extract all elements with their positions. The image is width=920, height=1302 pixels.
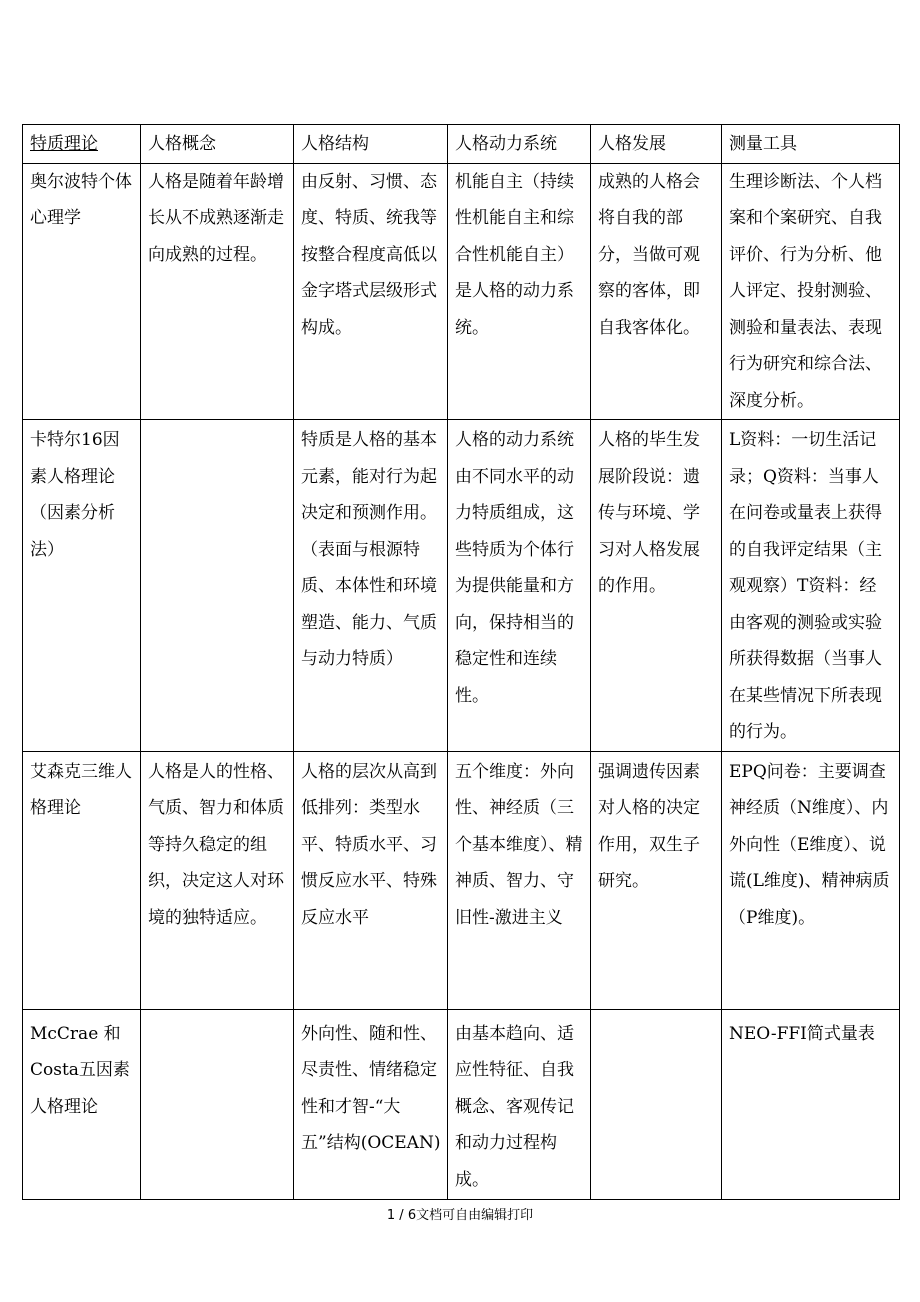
table-row: [23, 1009, 900, 1199]
table-row: [23, 163, 900, 420]
cell-development: 人格的毕生发展阶段说：遗传与环境、学习对人格发展的作用。: [591, 420, 722, 752]
cell-dynamics: 五个维度：外向性、神经质（三个基本维度）、精神质、智力、守旧性-激进主义: [448, 751, 591, 1009]
header-personality-dynamics: 人格动力系统: [448, 125, 591, 164]
cell-structure: 外向性、随和性、尽责性、情绪稳定性和才智-“大五”结构(OCEAN): [294, 1009, 448, 1199]
cell-development: 强调遗传因素对人格的决定作用，双生子研究。: [591, 751, 722, 1009]
cell-dynamics: 人格的动力系统由不同水平的动力特质组成，这些特质为个体行为提供能量和方向，保持相当的稳定性和连续性。: [448, 420, 591, 752]
cell-theory: 奥尔波特个体心理学: [23, 163, 141, 420]
table-row: [23, 420, 900, 752]
table-header-row: [23, 125, 900, 164]
cell-dynamics: 由基本趋向、适应性特征、自我概念、客观传记和动力过程构成。: [448, 1009, 591, 1199]
table-row: [23, 751, 900, 1009]
cell-concept: [141, 1009, 294, 1199]
cell-structure: 特质是人格的基本元素，能对行为起决定和预测作用。（表面与根源特质、本体性和环境塑造、能力、气质与动力特质）: [294, 420, 448, 752]
cell-concept: 人格是人的性格、气质、智力和体质等持久稳定的组织，决定这人对环境的独特适应。: [141, 751, 294, 1009]
cell-structure: 人格的层次从高到低排列：类型水平、特质水平、习惯反应水平、特殊反应水平: [294, 751, 448, 1009]
cell-measurement: NEO-FFI简式量表: [722, 1009, 900, 1199]
header-personality-concept: 人格概念: [141, 125, 294, 164]
cell-measurement: EPQ问卷：主要调查神经质（N维度）、内外向性（E维度）、说谎(L维度)、精神病质（P维度)。: [722, 751, 900, 1009]
cell-development: 成熟的人格会将自我的部分，当做可观察的客体，即自我客体化。: [591, 163, 722, 420]
cell-theory: 艾森克三维人格理论: [23, 751, 141, 1009]
cell-measurement: L资料：一切生活记录；Q资料：当事人在问卷或量表上获得的自我评定结果（主观观察）T资料：经由客观的测验或实验所获得数据（当事人在某些情况下所表现的行为。: [722, 420, 900, 752]
cell-measurement: 生理诊断法、个人档案和个案研究、自我评价、行为分析、他人评定、投射测验、测验和量表法、表现行为研究和综合法、深度分析。: [722, 163, 900, 420]
cell-theory: McCrae 和 Costa五因素人格理论: [23, 1009, 141, 1199]
cell-concept: [141, 420, 294, 752]
page-footer: 1 / 6文档可自由编辑打印: [386, 1208, 534, 1223]
cell-development: [591, 1009, 722, 1199]
personality-theory-table: [22, 124, 900, 1200]
cell-structure: 由反射、习惯、态度、特质、统我等按整合程度高低以金字塔式层级形式构成。: [294, 163, 448, 420]
header-personality-structure: 人格结构: [294, 125, 448, 164]
cell-theory: 卡特尔16因素人格理论（因素分析法）: [23, 420, 141, 752]
cell-concept: 人格是随着年龄增长从不成熟逐渐走向成熟的过程。: [141, 163, 294, 420]
cell-dynamics: 机能自主（持续性机能自主和综合性机能自主）是人格的动力系统。: [448, 163, 591, 420]
header-trait-theory: 特质理论: [23, 125, 141, 164]
header-personality-development: 人格发展: [591, 125, 722, 164]
header-measurement-tools: 测量工具: [722, 125, 900, 164]
